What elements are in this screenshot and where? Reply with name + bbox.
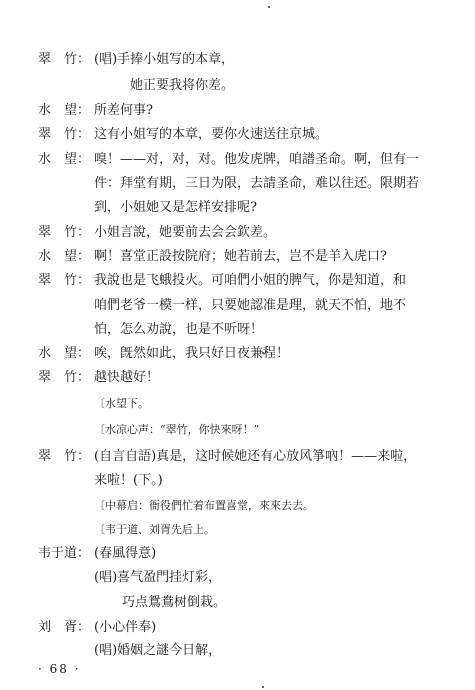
dialogue-text: 件：拜堂有期，三日为限，去請圣命，难以往还。限期若: [94, 176, 420, 191]
dialogue-text: 嗅！——对，对，对。他发虎牌，咱譜圣命。啊，但有一: [94, 152, 420, 167]
dialogue-text: 小姐言說，她要前去会会欽差。: [94, 225, 277, 240]
speaker-name: 韦于道：: [38, 546, 91, 561]
dialogue-text: 唉，旣然如此，我只好日夜兼程！: [94, 346, 290, 361]
dialogue-text: 到，小姐她又是怎样安排呢?: [94, 200, 257, 215]
dialogue-text: 越快越好！: [94, 370, 160, 385]
speaker-name: 翠 竹：: [38, 449, 91, 464]
speaker-name: 水 望：: [38, 249, 91, 264]
scan-speck: [262, 686, 264, 688]
speaker-name: 刘 胥：: [38, 620, 91, 635]
speaker-name: 翠 竹：: [38, 273, 91, 288]
dialogue-text: 她正要我将你差。: [130, 78, 235, 93]
speaker-name: 翠 竹：: [38, 52, 91, 67]
dialogue-text: (自言自語)真是，这时候她还有心放风箏吶！——来啦，: [94, 449, 417, 464]
speaker-name: 水 望：: [38, 152, 91, 167]
dialogue-text: 巧点鴛鴦树倒栽。: [122, 595, 227, 610]
dialogue-text: 这有小姐写的本章，要你火速送往京城。: [94, 127, 329, 142]
stage-direction: 〔韦于道、刘胥先后上。: [94, 523, 215, 536]
dialogue-text: 咱們老爷一模一样，只要她認准是理，就天不怕，地不: [94, 298, 407, 313]
speaker-name: 翠 竹：: [38, 225, 91, 240]
speaker-name: 水 望：: [38, 346, 91, 361]
dialogue-text: 来啦！(下。): [94, 473, 163, 488]
dialogue-text: (春風得意): [94, 546, 157, 561]
speaker-name: 翠 竹：: [38, 127, 91, 142]
dialogue-text: (唱)喜气盈門挂灯彩，: [94, 570, 222, 585]
speaker-name: 水 望：: [38, 103, 91, 118]
dialogue-text: (小心伴奉): [94, 620, 157, 635]
stage-direction: 〔中幕启：衙役們忙着布置喜堂，來來去去。: [94, 499, 314, 512]
stage-direction: 〔水凉心声：“翠竹，你快來呀！”: [94, 423, 260, 436]
dialogue-text: (唱)手捧小姐写的本章，: [94, 52, 235, 67]
dialogue-text: 所差何事?: [94, 103, 153, 118]
dialogue-text: 我說也是飞蛾投火。可咱們小姐的脾气，你是知道，和: [94, 273, 407, 288]
page-number: · 68 ·: [38, 662, 81, 676]
dialogue-text: 怕，怎么劝說，也是不听呀！: [94, 322, 264, 337]
dialogue-text: (唱)婚姻之謎今日解，: [94, 643, 222, 658]
stage-direction: 〔水望下。: [94, 397, 149, 410]
scan-speck: [268, 6, 270, 8]
speaker-name: 翠 竹：: [38, 370, 91, 385]
dialogue-text: 啊！喜堂正設按院府；她若前去，岂不是羊入虎口?: [94, 249, 387, 264]
